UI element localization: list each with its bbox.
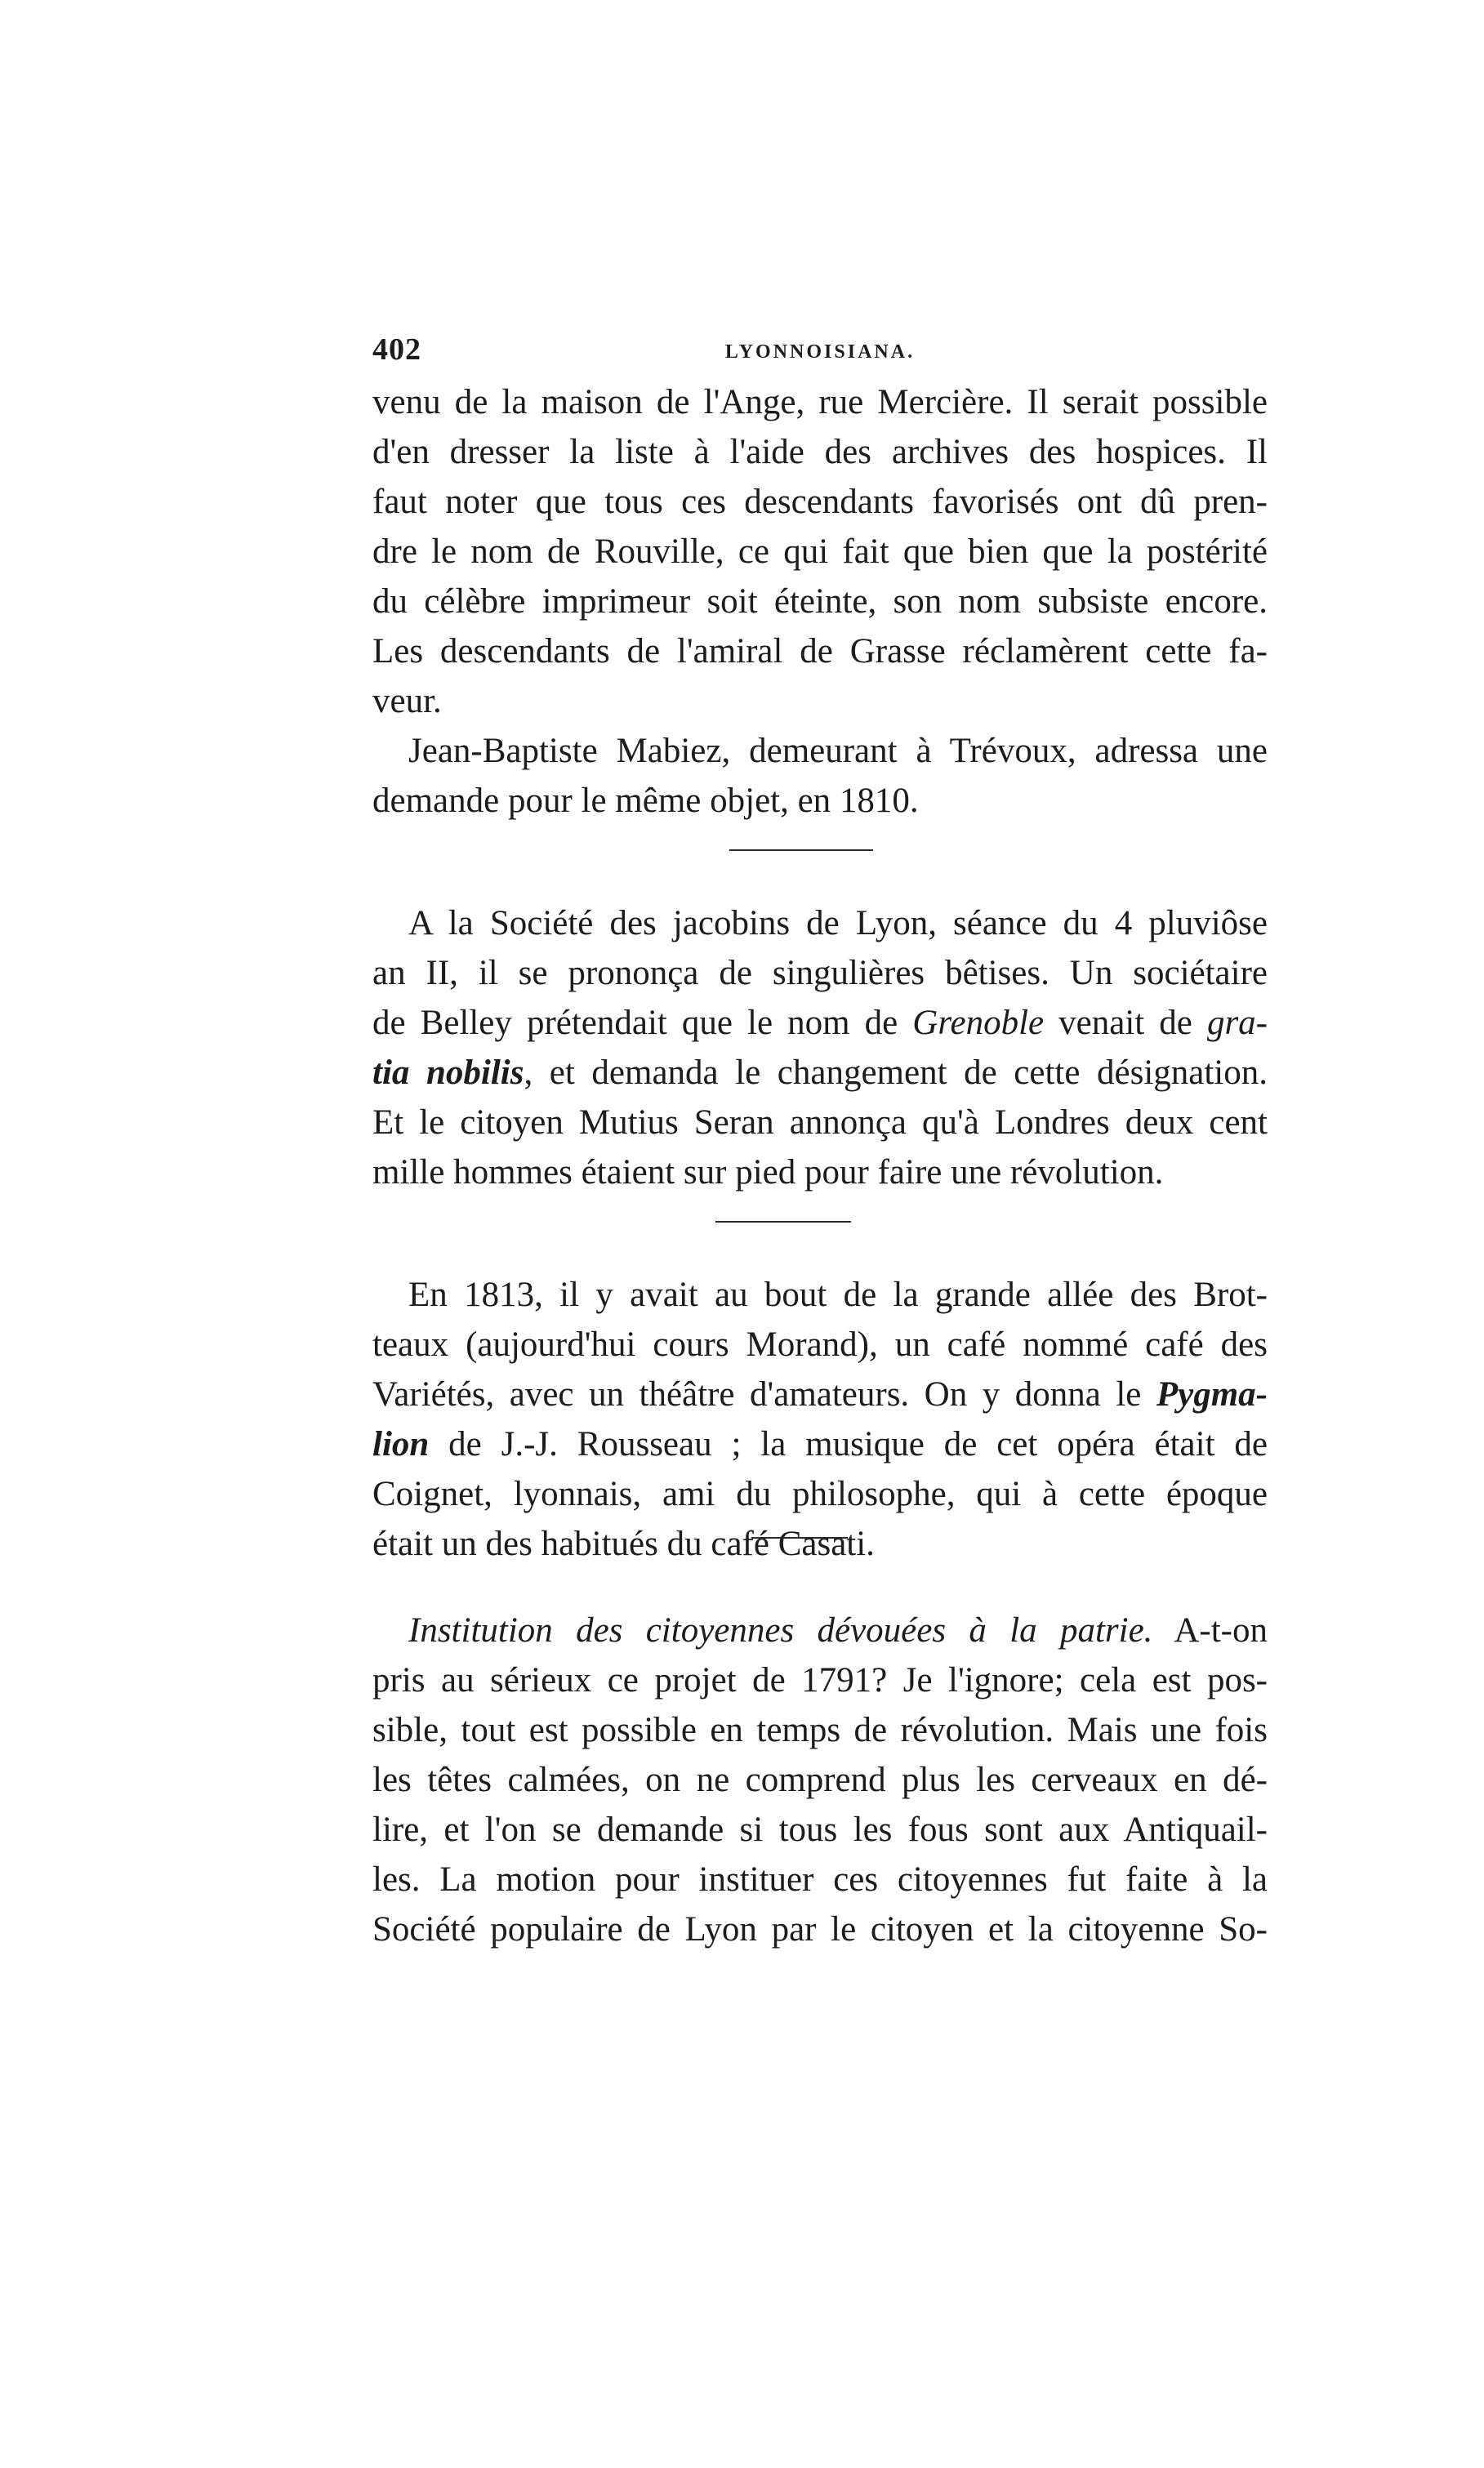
italic-term: lion [372,1425,430,1463]
text-line: faut noter que tous ces descendants favorisés ont dû pren- [372,483,1268,521]
text-run: A-t-on [1152,1611,1268,1650]
text-line: Et le citoyen Mutius Seran annonça qu'à Londres deux cent [372,1103,1268,1142]
italic-term: gra- [1206,1004,1268,1042]
text-run: venait de [1044,1004,1207,1042]
page-number: 402 [372,332,421,367]
text-run: , et demanda le changement de cette désignation. [524,1054,1268,1092]
text-line: Société populaire de Lyon par le citoyen et la citoyenne So- [372,1910,1268,1949]
paragraph-mabiez [372,726,1268,826]
text-line: venu de la maison de l'Ange, rue Mercière. Il serait possible [372,383,1268,421]
italic-term: tia nobilis [372,1054,524,1092]
section-divider [751,1537,848,1539]
text-line [372,1419,1268,1469]
text-line: était un des habitués du café Casati. [372,1525,875,1563]
text-line: pris au sérieux ce projet de 1791? Je l'ignore; cela est pos- [372,1661,1268,1700]
text-line: les. La motion pour instituer ces citoyennes fut faite à la [372,1860,1268,1899]
text-line: A la Société des jacobins de Lyon, séance du 4 pluviôse [408,904,1268,942]
italic-term: Grenoble [912,1004,1045,1042]
section-divider [715,1221,851,1223]
text-line: du célèbre imprimeur soit éteinte, son nom subsiste encore. [372,582,1268,621]
text-line: an II, il se prononça de singulières bêtises. Un sociétaire [372,954,1268,992]
text-line [372,1048,1268,1098]
text-line: mille hommes étaient sur pied pour faire une révolution. [372,1153,1164,1192]
text-line: les têtes calmées, on ne comprend plus les cerveaux en dé- [372,1761,1268,1799]
text-line: En 1813, il y avait au bout de la grande allée des Brot- [408,1276,1268,1314]
text-run: de J.-J. Rousseau ; la musique de cet opéra était de [429,1425,1268,1463]
paragraph-citoyennes [372,1606,1268,1954]
paragraph-jacobins [372,898,1268,1197]
text-run: Variétés, avec un théâtre d'amateurs. On y donna le [372,1375,1156,1414]
text-line: Coignet, lyonnais, ami du philosophe, qui à cette époque [372,1475,1268,1513]
text-line: Les descendants de l'amiral de Grasse réclamèrent cette fa- [372,632,1268,670]
section-divider [729,849,873,851]
text-line [372,1606,1268,1655]
text-line [372,998,1268,1048]
text-line: lire, et l'on se demande si tous les fous sont aux Antiquail- [372,1811,1268,1849]
text-line: veur. [372,682,442,720]
paragraph-rouville [372,377,1268,726]
text-line: Jean-Baptiste Mabiez, demeurant à Trévoux, adressa une [408,732,1268,770]
paragraph-cafe-varietes [372,1270,1268,1569]
text-line: d'en dresser la liste à l'aide des archives des hospices. Il [372,433,1268,471]
text-line: dre le nom de Rouville, ce qui fait que bien que la postérité [372,532,1268,571]
page-header [372,332,1268,381]
text-line: sible, tout est possible en temps de révolution. Mais une fois [372,1711,1268,1749]
italic-term: Pygma- [1156,1375,1268,1414]
italic-term: Institution des citoyennes dévouées à la patrie. [408,1611,1153,1650]
running-title: LYONNOISIANA. [724,341,916,363]
text-line: demande pour le même objet, en 1810. [372,782,919,820]
text-run: de Belley prétendait que le nom de [372,1004,913,1042]
text-line: teaux (aujourd'hui cours Morand), un café nommé café des [372,1325,1268,1364]
text-line [372,1370,1268,1419]
